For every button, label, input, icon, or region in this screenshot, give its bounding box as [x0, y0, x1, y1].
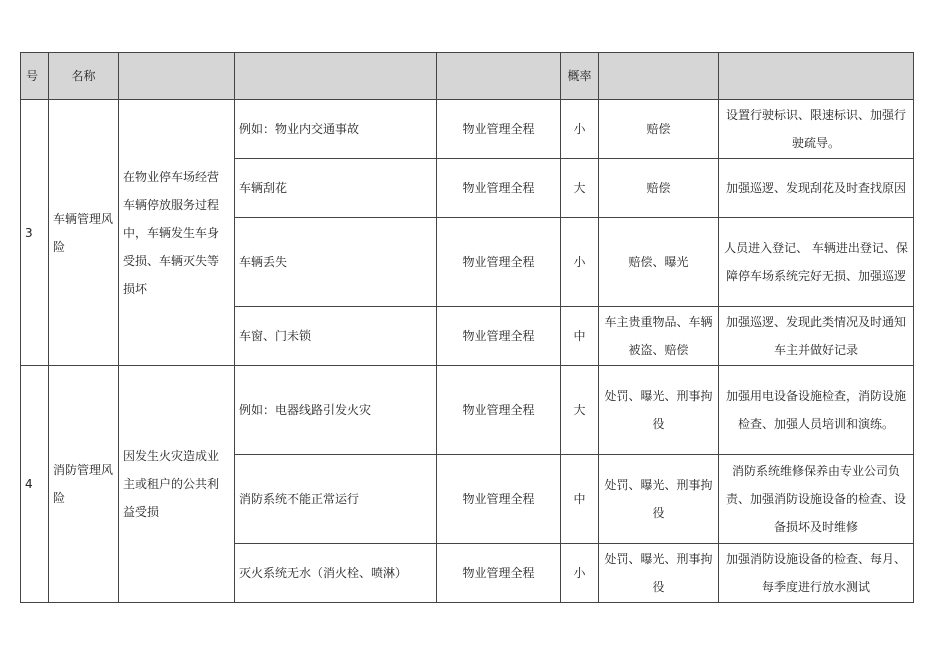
- risk-event: 车辆丢失: [235, 218, 437, 307]
- risk-probability: 大: [561, 366, 599, 455]
- risk-probability: 中: [561, 307, 599, 366]
- risk-stage: 物业管理全程: [437, 455, 561, 544]
- risk-event: 灭火系统无水（消火栓、喷淋）: [235, 544, 437, 603]
- risk-consequence: 赔偿、曝光: [599, 218, 719, 307]
- risk-probability: 中: [561, 455, 599, 544]
- risk-stage: 物业管理全程: [437, 218, 561, 307]
- table-row: [21, 100, 914, 159]
- group-no: 4: [21, 366, 49, 603]
- risk-event: 消防系统不能正常运行: [235, 455, 437, 544]
- risk-consequence: 赔偿: [599, 159, 719, 218]
- group-description: 因发生火灾造成业主或租户的公共利益受损: [119, 366, 235, 603]
- risk-measure: 加强消防设施设备的检查、每月、每季度进行放水测试: [719, 544, 914, 603]
- risk-stage: 物业管理全程: [437, 307, 561, 366]
- header-measure: [719, 53, 914, 100]
- risk-measure: 消防系统维修保养由专业公司负责、加强消防设施设备的检查、设备损坏及时维修: [719, 455, 914, 544]
- risk-probability: 小: [561, 218, 599, 307]
- risk-measure: 设置行驶标识、限速标识、加强行驶疏导。: [719, 100, 914, 159]
- risk-measure: 人员进入登记、 车辆进出登记、保障停车场系统完好无损、加强巡逻: [719, 218, 914, 307]
- risk-event: 车辆刮花: [235, 159, 437, 218]
- risk-consequence: 赔偿: [599, 100, 719, 159]
- group-description: 在物业停车场经营车辆停放服务过程中，车辆发生车身受损、车辆灭失等损坏: [119, 100, 235, 366]
- risk-consequence: 处罚、曝光、刑事拘役: [599, 455, 719, 544]
- header-event: [235, 53, 437, 100]
- risk-event: 例如：电器线路引发火灾: [235, 366, 437, 455]
- group-no: 3: [21, 100, 49, 366]
- risk-stage: 物业管理全程: [437, 100, 561, 159]
- risk-probability: 小: [561, 100, 599, 159]
- header-stage: [437, 53, 561, 100]
- risk-table: [20, 52, 914, 603]
- table-row: [21, 366, 914, 455]
- risk-measure: 加强用电设备设施检查，消防设施检查、加强人员培训和演练。: [719, 366, 914, 455]
- header-probability: 概率: [561, 53, 599, 100]
- risk-probability: 小: [561, 544, 599, 603]
- risk-consequence: 处罚、曝光、刑事拘役: [599, 366, 719, 455]
- header-no: 号: [21, 53, 49, 100]
- header-consequence: [599, 53, 719, 100]
- risk-probability: 大: [561, 159, 599, 218]
- risk-event: 例如：物业内交通事故: [235, 100, 437, 159]
- header-description: [119, 53, 235, 100]
- risk-event: 车窗、门未锁: [235, 307, 437, 366]
- header-name: 名称: [49, 53, 119, 100]
- risk-measure: 加强巡逻、发现此类情况及时通知车主并做好记录: [719, 307, 914, 366]
- risk-consequence: 处罚、曝光、刑事拘役: [599, 544, 719, 603]
- table-header-row: [21, 53, 914, 100]
- risk-measure: 加强巡逻、发现刮花及时查找原因: [719, 159, 914, 218]
- risk-consequence: 车主贵重物品、车辆被盗、赔偿: [599, 307, 719, 366]
- risk-stage: 物业管理全程: [437, 544, 561, 603]
- risk-stage: 物业管理全程: [437, 366, 561, 455]
- group-name: 消防管理风险: [49, 366, 119, 603]
- group-name: 车辆管理风险: [49, 100, 119, 366]
- risk-stage: 物业管理全程: [437, 159, 561, 218]
